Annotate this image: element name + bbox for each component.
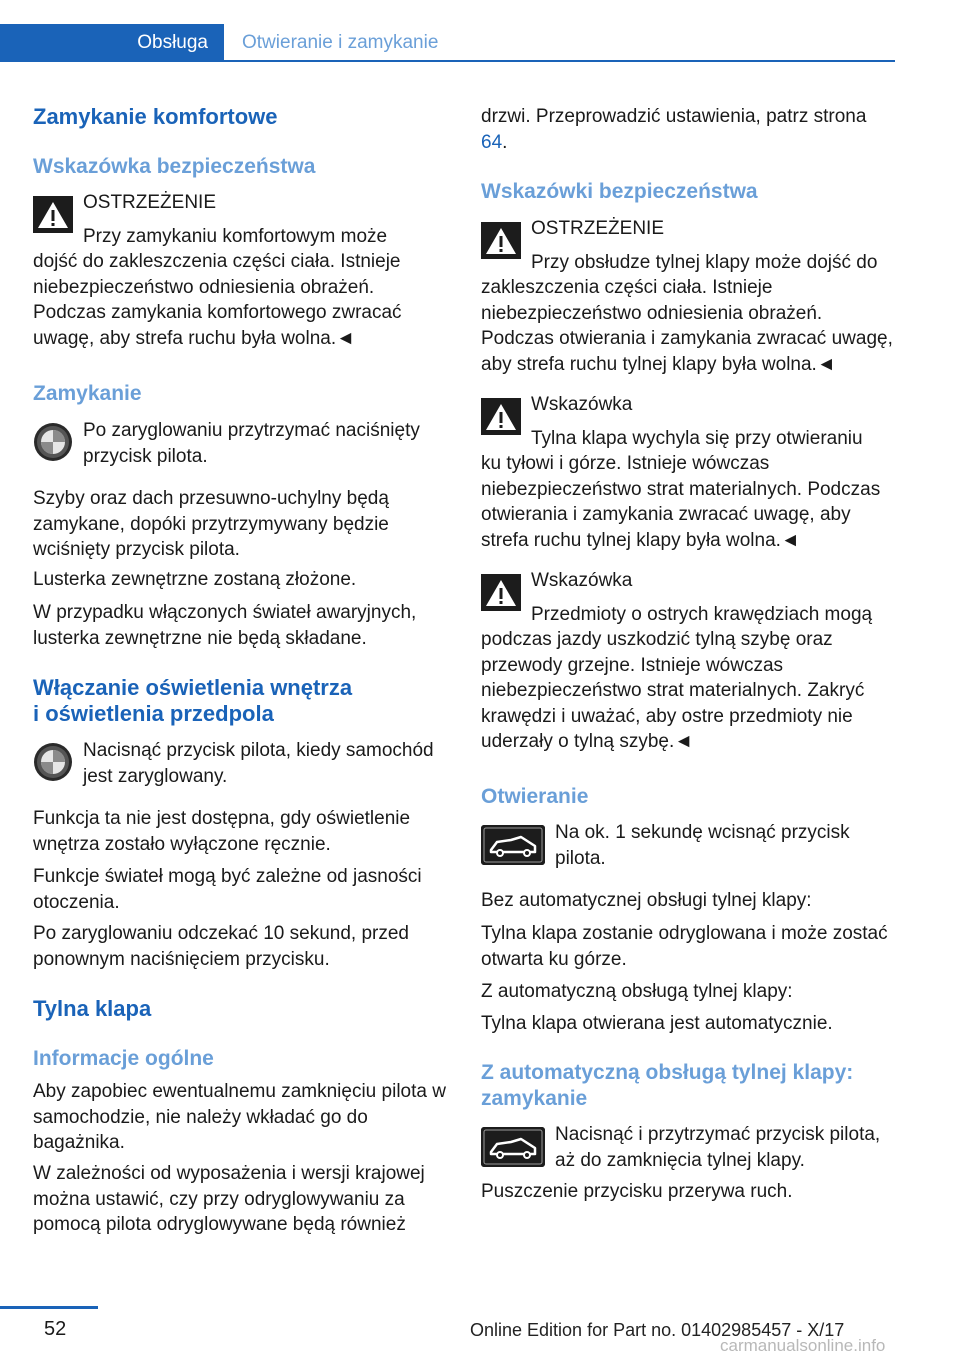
page-number: 52: [44, 1318, 67, 1340]
tailgate-button-icon: [481, 1127, 545, 1167]
warning-block: [33, 190, 449, 351]
watermark: carmanualsonline.info: [720, 1336, 886, 1355]
warning-text-first: Przy obsłudze tylnej klapy może dojść do: [531, 251, 878, 273]
paragraph: Bez automatycznej obsługi tylnej klapy:: [481, 890, 812, 911]
page-link-64[interactable]: 64: [481, 131, 503, 153]
heading-wlaczanie-oswietlenia: [33, 675, 449, 727]
paragraph: Funkcje świateł mogą być zależne od jasności otoczenia.: [33, 866, 422, 913]
warning-triangle-icon: [33, 196, 73, 233]
step-text: Nacisnąć i przytrzymać przycisk pilota, aż do zamknięcia tylnej klapy.: [555, 1124, 881, 1171]
paragraph: Puszczenie przycisku przerywa ruch.: [481, 1181, 793, 1202]
edition-info: Online Edition for Part no. 01402985457 - X/17: [470, 1320, 845, 1340]
paragraph: [481, 104, 897, 155]
paragraph-text: drzwi. Przeprowadzić ustawienia, patrz strona: [481, 106, 867, 127]
notice-text: podczas jazdy uszkodzić tylną szybę oraz przewody grzejne. Istnieje wówczas niebezpieczeństwo strat materialnych. Zakryć krawędzi i uważać, aby ostre przedmioty nie uderzały o tylną szybę.◄: [481, 629, 865, 752]
remote-step: [33, 738, 449, 789]
section-tab: [0, 24, 224, 62]
warning-text: dojść do zakleszczenia części ciała. Istnieje niebezpieczeństwo odniesienia obrażeń. Podczas zamykania komfortowego zwracać uwagę, aby strefa ruchu była wolna.◄: [33, 251, 402, 349]
paragraph: Szyby oraz dach przesuwno-uchylny będą zamykane, dopóki przytrzymywany będzie wciśnięty przycisk pilota.: [33, 488, 389, 560]
step-text: Nacisnąć przycisk pilota, kiedy samochód jest zaryglowany.: [83, 740, 434, 787]
warning-block: [481, 216, 897, 377]
notice-block: [481, 568, 897, 755]
paragraph: Tylna klapa zostanie odryglowana i może zostać otwarta ku górze.: [481, 923, 888, 970]
paragraph: W zależności od wyposażenia i wersji krajowej można ustawić, czy przy odryglowywaniu za pomocą pilota odryglowywane będą również: [33, 1163, 425, 1235]
section-title: Obsługa: [137, 32, 208, 53]
remote-key-icon: [33, 742, 73, 782]
heading-zamykanie-automatyczne: [481, 1060, 897, 1112]
heading-informacje-ogolne: Informacje ogólne: [33, 1047, 214, 1070]
notice-title: Wskazówka: [531, 394, 633, 415]
notice-title: Wskazówka: [531, 570, 633, 591]
paragraph: Po zaryglowaniu odczekać 10 sekund, przed ponownym naciśnięciem przycisku.: [33, 923, 410, 970]
warning-triangle-icon: [481, 222, 521, 259]
paragraph: Aby zapobiec ewentualnemu zamknięciu pilota w samochodzie, nie należy wkładać go do bagażnika.: [33, 1081, 446, 1153]
notice-block: [481, 392, 897, 553]
warning-text: zakleszczenia części ciała. Istnieje niebezpieczeństwo odniesienia obrażeń. Podczas otwierania i zamykania zwracać uwagę, aby strefa ruchu tylnej klapy była wolna.◄: [481, 277, 893, 375]
heading-zamykanie-komfortowe: Zamykanie komfortowe: [33, 104, 278, 129]
warning-text-first: Przy zamykaniu komfortowym może: [83, 225, 388, 247]
heading-otwieranie: Otwieranie: [481, 785, 589, 808]
heading-wskazowka-bezpieczenstwa: Wskazówka bezpieczeństwa: [33, 155, 316, 178]
warning-title: OSTRZEŻENIE: [531, 218, 665, 239]
paragraph: Funkcja ta nie jest dostępna, gdy oświetlenie wnętrza zostało wyłączone ręcznie.: [33, 808, 411, 855]
heading-wskazowki-bezpieczenstwa: Wskazówki bezpieczeństwa: [481, 180, 758, 203]
paragraph: Tylna klapa otwierana jest automatycznie.: [481, 1013, 833, 1034]
paragraph-text: .: [502, 131, 508, 153]
paragraph: Lusterka zewnętrzne zostaną złożone.: [33, 569, 357, 590]
breadcrumb: Otwieranie i zamykanie: [242, 32, 439, 53]
tailgate-step: [481, 1122, 897, 1173]
warning-title: OSTRZEŻENIE: [83, 192, 217, 213]
heading-line: i oświetlenia przedpola: [33, 701, 274, 726]
remote-key-icon: [33, 422, 73, 462]
heading-line: Z automatyczną obsługą tylnej klapy:: [481, 1061, 854, 1084]
notice-text-first: Tylna klapa wychyla się przy otwieraniu: [531, 427, 863, 449]
notice-text: ku tyłowi i górze. Istnieje wówczas niebezpieczeństwo strat materialnych. Podczas otwierania i zamykania zwracać uwagę, aby strefa ruchu tylnej klapy była wolna.◄: [481, 453, 881, 551]
tailgate-step: [481, 820, 897, 871]
notice-text-first: Przedmioty o ostrych krawędziach mogą: [531, 603, 873, 625]
footer-rule: [0, 1306, 98, 1309]
paragraph: W przypadku włączonych świateł awaryjnych, lusterka zewnętrzne nie będą składane.: [33, 602, 417, 649]
page-header: [0, 24, 895, 62]
heading-line: zamykanie: [481, 1087, 588, 1110]
warning-triangle-icon: [481, 574, 521, 611]
remote-step: [33, 418, 449, 469]
step-text: Na ok. 1 sekundę wcisnąć przycisk pilota.: [555, 822, 850, 869]
warning-triangle-icon: [481, 398, 521, 435]
heading-zamykanie: Zamykanie: [33, 382, 142, 405]
paragraph: Z automatyczną obsługą tylnej klapy:: [481, 981, 793, 1002]
header-rule: [224, 60, 895, 62]
step-text: Po zaryglowaniu przytrzymać naciśnięty przycisk pilota.: [83, 420, 420, 467]
heading-line: Włączanie oświetlenia wnętrza: [33, 675, 353, 700]
heading-tylna-klapa: Tylna klapa: [33, 996, 152, 1021]
tailgate-button-icon: [481, 825, 545, 865]
